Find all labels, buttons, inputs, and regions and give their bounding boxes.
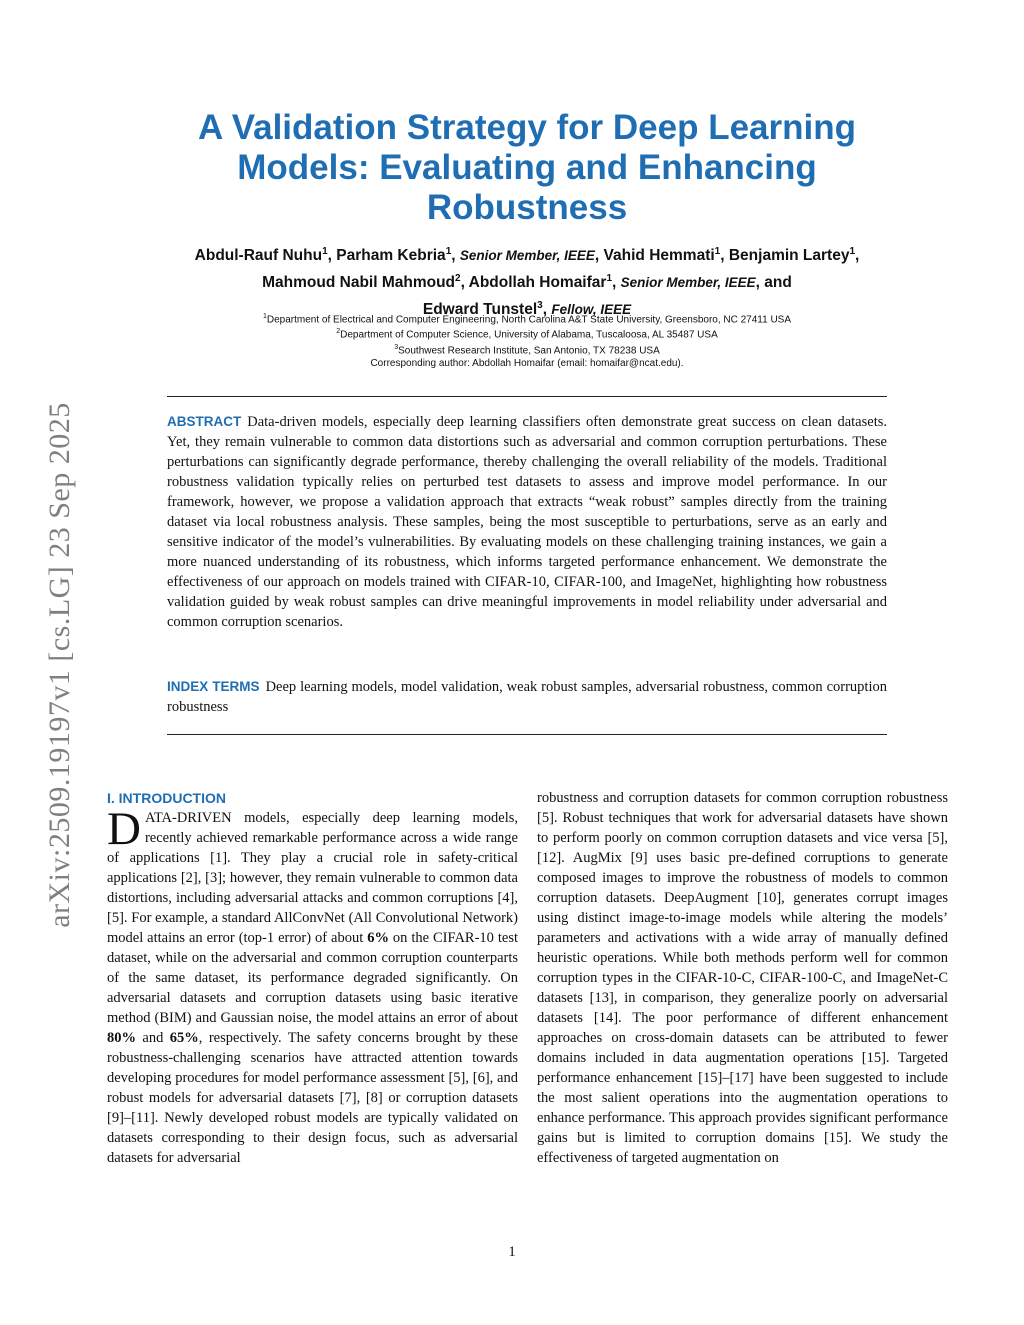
- author-role: Senior Member, IEEE: [620, 275, 756, 291]
- bottom-divider: [167, 734, 887, 735]
- affiliation-text: Southwest Research Institute, San Antonio, TX 78238 USA: [398, 344, 660, 356]
- author-name: Abdollah Homaifar: [468, 274, 607, 292]
- top-divider: [167, 396, 887, 397]
- author-affil-mark: 1: [714, 246, 721, 257]
- author-name: Mahmoud Nabil Mahmoud: [262, 274, 456, 292]
- corresponding-author: Corresponding author: Abdollah Homaifar (email: homaifar@ncat.edu).: [370, 358, 684, 369]
- author-name: Vahid Hemmati: [603, 247, 715, 265]
- intro-text: on the CIFAR-10 test dataset, while on the adversarial and common corruption counterparts of the same dataset, its performance degraded significantly. On adversarial datasets and corruption datasets using basic iterative method (BIM) and Gaussian noise, the model attains an error of about: [107, 930, 518, 1026]
- paper-title: A Validation Strategy for Deep Learning Models: Evaluating and Enhancing Robustness: [198, 108, 856, 227]
- author-name: Benjamin Lartey: [728, 247, 850, 265]
- author-list: Abdul-Rauf Nuhu$^1$, Parham Kebria$^1$, Senior Member, IEEE, Vahid Hemmati$^1$, Benjamin Lartey$^1$, Mahmoud Nabil Mahmoud$^2$, Abdollah Homaifar$^1$, Senior Member, IEEE, and Edward Tunstel$^3$, Fellow, IEEE: [194, 246, 860, 319]
- index-terms: [167, 677, 887, 717]
- left-column: [107, 788, 518, 1168]
- affiliation-mark: 2: [336, 328, 341, 336]
- intro-text: , respectively. The safety concerns brought by these robustness-challenging scenarios have attracted attention towards developing procedures for model performance assessment [5], [6], and robust models for adversarial datasets [7], [8] or corruption datasets [9]–[11]. Newly developed robust models are typically validated on datasets corresponding to their design focus, such as adversarial datasets for adversarial: [107, 1030, 518, 1166]
- author-affil-mark: 1: [606, 273, 612, 285]
- author-role: Fellow, IEEE: [551, 302, 632, 318]
- affiliation-mark: 1: [262, 313, 267, 320]
- arxiv-identifier: arXiv:2509.19197v1 [cs.LG] 23 Sep 2025: [43, 402, 76, 928]
- intro-text: and: [136, 1030, 170, 1046]
- author-name: Abdul-Rauf Nuhu: [194, 247, 323, 265]
- abstract: [167, 412, 887, 632]
- author-conjunction: and: [764, 274, 792, 292]
- affiliation-mark: 3: [394, 343, 399, 351]
- emphasis-value: 65%: [169, 1030, 199, 1046]
- drop-cap: D: [107, 803, 141, 855]
- author-affil-mark: 1: [849, 246, 856, 257]
- affiliation-line: [170, 326, 884, 341]
- index-terms-text: Deep learning models, model validation, weak robust samples, adversarial robustness, common corruption robustness: [167, 679, 887, 715]
- affiliation-text: Department of Computer Science, University of Alabama, Tuscaloosa, AL 35487 USA: [340, 329, 718, 341]
- emphasis-value: 80%: [107, 1030, 136, 1046]
- abstract-label: ABSTRACT: [167, 414, 242, 429]
- affiliations: [170, 311, 884, 357]
- abstract-text: Data-driven models, especially deep learning classifiers often demonstrate great success on clean datasets. Yet, they remain vulnerable to common data distortions such as adversarial and common corruption perturbations. These perturbations can significantly degrade performance, thereby challenging the overall reliability of the models. Traditional robustness validation typically relies on perturbed test datasets to assess and improve model performance. In our framework, however, we propose a validation approach that extracts “weak robust” samples directly from the training dataset via local robustness analysis. These samples, being the most susceptible to perturbations, serve as an early and sensitive indicator of the model’s vulnerabilities. By evaluating models on these challenging training instances, we gain a more nuanced understanding of its robustness, which informs targeted performance enhancement. We demonstrate the effectiveness of our approach on models trained with CIFAR-10, CIFAR-100, and ImageNet, highlighting how robustness validation guided by weak robust samples can drive meaningful improvements in model reliability under adversarial and common corruption scenarios.: [167, 414, 887, 630]
- intro-paragraph: [107, 803, 518, 1168]
- author-affil-mark: 1: [445, 246, 452, 257]
- author-affil-mark: 1: [322, 246, 328, 257]
- author-name: Edward Tunstel: [422, 301, 538, 319]
- section-heading: I. INTRODUCTION: [107, 790, 226, 806]
- emphasis-value: 6%: [367, 930, 389, 946]
- page-number: 1: [508, 1244, 516, 1260]
- author-role: Senior Member, IEEE: [459, 248, 595, 264]
- author-name: Parham Kebria: [336, 247, 446, 265]
- affiliation-text: Department of Electrical and Computer Engineering, North Carolina A&T State University, Greensboro, NC 27411 USA: [266, 314, 792, 326]
- author-affil-mark: 2: [455, 273, 461, 285]
- author-affil-mark: 3: [537, 300, 543, 312]
- intro-text: ATA-DRIVEN models, especially deep learning models, recently achieved remarkable performance across a wide range of applications [1]. They play a crucial role in safety-critical applications [2], [3]; however, they remain vulnerable to common data distortions, including adversarial attacks and common corruptions [4], [5]. For example, a standard AllConvNet (All Convolutional Network) model attains an error (top-1 error) of about: [107, 810, 518, 946]
- affiliation-line: [170, 311, 884, 326]
- index-terms-label: INDEX TERMS: [167, 679, 260, 694]
- right-column: robustness and corruption datasets for common corruption robustness [5]. Robust techniques that work for adversarial datasets have shown to perform poorly on common corruption datasets and vice versa [5], [12]. AugMix [9] uses basic pre-defined corruptions to generate composed images to improve the robustness of models to common corruption datasets. DeepAugment [10], generates corrupt images using distinct image-to-image models while altering the models’ parameters and activations with a wide array of manually defined heuristic operations. While both methods perform well for common corruption types in the CIFAR-10-C, CIFAR-100-C, and ImageNet-C datasets [13], in comparison, they generalize poorly on adversarial datasets [14]. The poor performance of different enhancement approaches on cross-domain datasets can be attributed to fewer domains included in data augmentation operations [15]. Targeted performance enhancement [15]–[17] have been suggested to include the most salient operations into the augmentation operations to enhance performance. This approach provides significant performance gains but is limited to corruption domains [15]. We study the effectiveness of targeted augmentation on: [537, 790, 948, 1166]
- affiliation-line: [170, 342, 884, 357]
